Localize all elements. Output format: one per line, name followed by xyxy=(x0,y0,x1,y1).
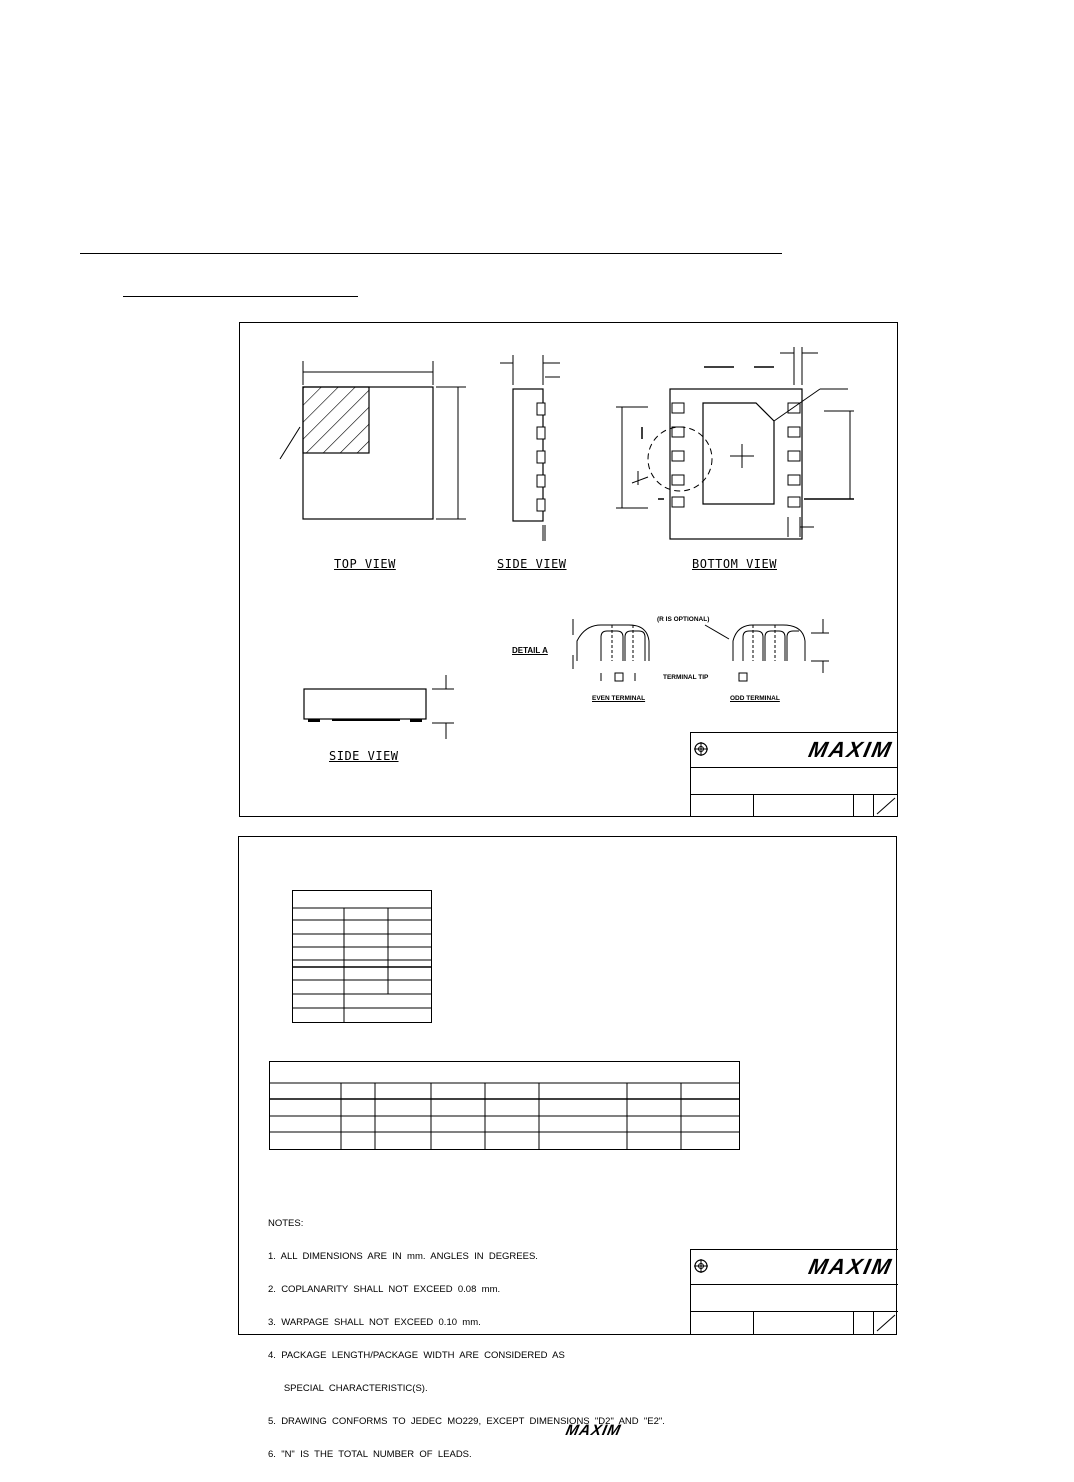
projection-symbol-icon xyxy=(693,1258,709,1274)
drawing-sheet-2 xyxy=(238,836,897,1460)
top-view-label: TOP VIEW xyxy=(334,557,396,571)
bottom-view-drawing xyxy=(608,341,868,541)
title-block-2 xyxy=(690,1249,898,1335)
title-block-1-cell-b xyxy=(853,795,854,817)
terminal-tip-note: TERMINAL TIP xyxy=(663,674,709,681)
projection-symbol-icon xyxy=(693,741,709,757)
package-variation-table xyxy=(269,1061,743,1153)
note-1: 1. ALL DIMENSIONS ARE IN mm. ANGLES IN DEGREES. xyxy=(268,1251,538,1262)
detail-odd-terminal xyxy=(725,611,845,701)
header-rule-short xyxy=(123,296,358,297)
r-optional-note: (R IS OPTIONAL) xyxy=(657,616,710,623)
side-view-lower-drawing xyxy=(300,673,480,743)
title-block-1-mid-row xyxy=(691,768,898,795)
detail-a-label: DETAIL A xyxy=(512,646,548,655)
title-block-2-logo-row xyxy=(691,1250,898,1285)
title-block-2-mid-row xyxy=(691,1285,898,1312)
notes-heading: NOTES: xyxy=(268,1218,304,1229)
note-4: 4. PACKAGE LENGTH/PACKAGE WIDTH ARE CONSIDERED AS xyxy=(268,1350,565,1361)
sheet-slash-icon xyxy=(874,1312,898,1334)
note-3: 3. WARPAGE SHALL NOT EXCEED 0.10 mm. xyxy=(268,1317,481,1328)
maxim-logo: MAXIM xyxy=(806,1254,895,1279)
title-block-1-logo-row xyxy=(691,733,898,768)
side-view-upper-label: SIDE VIEW xyxy=(497,557,567,571)
note-4-continued: SPECIAL CHARACTERISTIC(S). xyxy=(268,1383,428,1394)
side-view-lower-label: SIDE VIEW xyxy=(329,749,399,763)
title-block-1-cell-a xyxy=(753,795,754,817)
dimension-table xyxy=(292,890,434,1025)
title-block-1 xyxy=(690,732,898,817)
title-block-2-cell-b xyxy=(853,1312,854,1335)
side-view-upper-drawing xyxy=(496,349,576,529)
maxim-logo: MAXIM xyxy=(806,737,895,762)
bottom-view-label: BOTTOM VIEW xyxy=(692,557,777,571)
title-block-2-cell-a xyxy=(753,1312,754,1335)
detail-even-terminal xyxy=(565,611,685,701)
odd-terminal-label: ODD TERMINAL xyxy=(730,695,780,702)
note-2: 2. COPLANARITY SHALL NOT EXCEED 0.08 mm. xyxy=(268,1284,501,1295)
even-terminal-label: EVEN TERMINAL xyxy=(592,695,646,702)
notes-block xyxy=(268,1196,665,1482)
sheet-slash-icon xyxy=(874,795,898,817)
drawing-sheet-1 xyxy=(239,322,898,817)
note-6: 6. "N" IS THE TOTAL NUMBER OF LEADS. xyxy=(268,1449,472,1460)
footer-maxim-logo: MAXIM xyxy=(564,1422,623,1439)
top-view-drawing xyxy=(270,353,470,513)
note-5: 5. DRAWING CONFORMS TO JEDEC MO229, EXCEPT DIMENSIONS "D2" AND "E2". xyxy=(268,1416,665,1427)
header-rule-long xyxy=(80,253,782,254)
